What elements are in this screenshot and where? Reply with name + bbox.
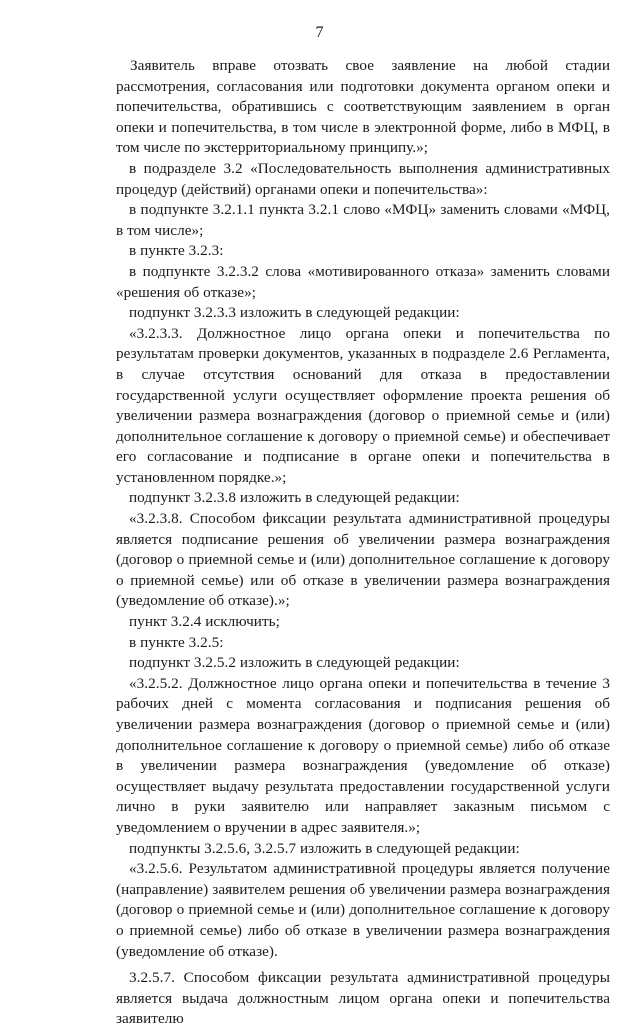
document-body — [116, 56, 610, 1030]
paragraph-3-2-3-2: в подпункте 3.2.3.2 слова «мотивированного отказа» заменить словами «решения об отказе»; — [116, 262, 610, 301]
paragraph-withdrawal-right: Заявитель вправе отозвать свое заявление на любой стадии рассмотрения, согласования или подготовки документа органом опеки и попечительства, обратившись с соответствующим заявлением в орган опеки и попечительства, в том числе в электронной форме, либо в МФЦ, в том числе по экстерриториальному принципу.»; — [116, 57, 610, 157]
paragraph-point-3-2-5: в пункте 3.2.5: — [129, 633, 224, 651]
paragraph-3-2-5-6-7-intro: подпункты 3.2.5.6, 3.2.5.7 изложить в следующей редакции: — [129, 839, 520, 857]
paragraph-3-2-5-6-text: «3.2.5.6. Результатом административной процедуры является получение (направление) заявителем решения об увеличении размера вознаграждения (договор о приемной семье и (или) дополнительное соглашение к договору о приемной семье) либо об отказе в увеличении размера вознаграждения (уведомление об отказе). — [116, 860, 610, 960]
paragraph-3-2-4: пункт 3.2.4 исключить; — [129, 613, 280, 631]
paragraph-3-2-3-8-intro: подпункт 3.2.3.8 изложить в следующей редакции: — [129, 489, 460, 507]
paragraph-3-2-3-3-intro: подпункт 3.2.3.3 изложить в следующей редакции: — [129, 304, 460, 322]
paragraph-3-2-5-2-intro: подпункт 3.2.5.2 изложить в следующей редакции: — [129, 654, 460, 672]
page-number: 7 — [315, 24, 324, 41]
paragraph-3-2-5-7-text: 3.2.5.7. Способом фиксации результата административной процедуры является выдача должностным лицом органа опеки и попечительства заявителю — [116, 969, 610, 1028]
paragraph-subsection-3-2: в подразделе 3.2 «Последовательность выполнения административных процедур (действий) органами опеки и попечительства»: — [116, 159, 610, 198]
paragraph-point-3-2-3: в пункте 3.2.3: — [129, 242, 224, 260]
paragraph-3-2-1-1: в подпункте 3.2.1.1 пункта 3.2.1 слово «МФЦ» заменить словами «МФЦ, в том числе»; — [116, 201, 610, 239]
paragraph-3-2-5-2-text: «3.2.5.2. Должностное лицо органа опеки и попечительства в течение 3 рабочих дней с момента согласования и подписания решения об увеличении размера вознаграждения (договор о приемной семье и (или) дополнительное соглашение к договору о приемной семье) либо об отказе в увеличении размера вознаграждения (уведомление об отказе) осуществляет выдачу результата предоставлении государственной услуги лично в руки заявителю или направляет заказным письмом с уведомлением о вручении в адрес заявителя.»; — [116, 674, 610, 836]
paragraph-3-2-3-8-text: «3.2.3.8. Способом фиксации результата административной процедуры является подписание решения об увеличении размера вознаграждения (договор о приемной семье и (или) дополнительное соглашение к договору о приемной семье) или об отказе в увеличении размера вознаграждения (уведомление об отказе).»; — [116, 510, 610, 610]
paragraph-3-2-3-3-text: «3.2.3.3. Должностное лицо органа опеки и попечительства по результатам проверки документов, указанных в подразделе 2.6 Регламента, в случае отсутствия оснований для отказа в предоставлении государственной услуги осуществляет оформление проекта решения об увеличении размера вознаграждения (договор о приемной семье и (или) дополнительное соглашение к договору о приемной семье) и обеспечивает его согласование и подписание в органе опеки и попечительства в установленном порядке.»; — [116, 324, 610, 486]
